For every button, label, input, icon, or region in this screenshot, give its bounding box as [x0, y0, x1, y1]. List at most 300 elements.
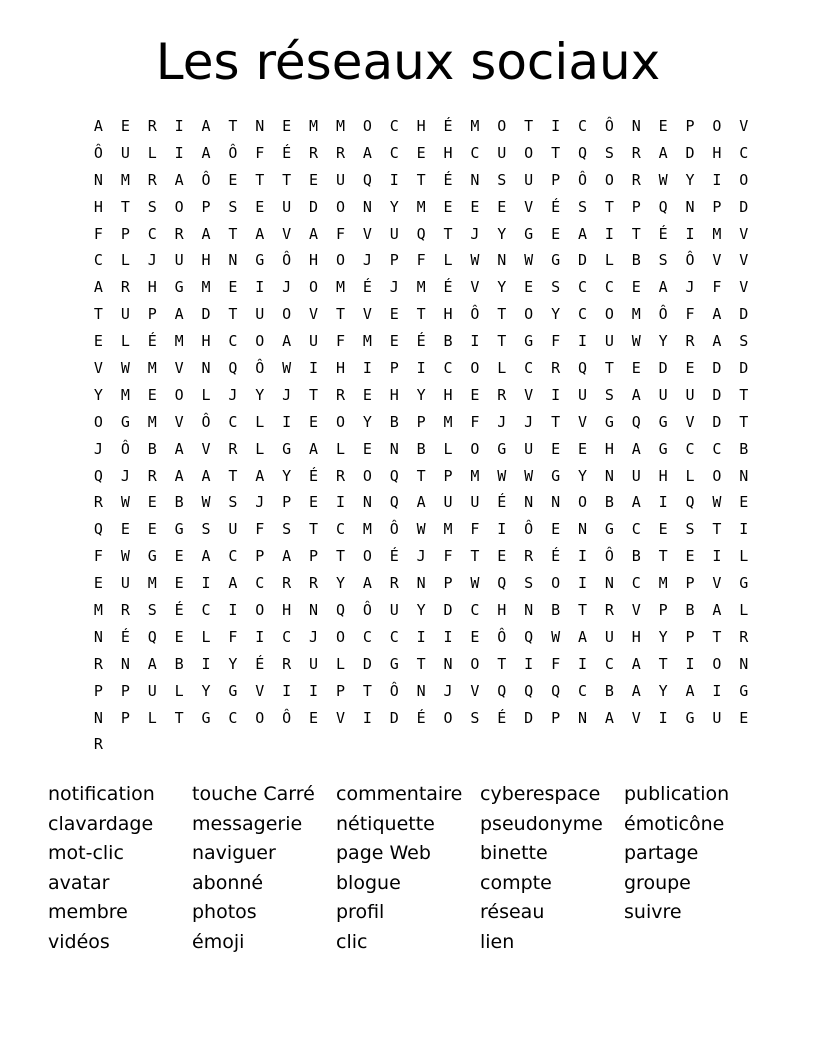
- grid-letter: A: [174, 439, 184, 458]
- grid-letter: I: [255, 278, 265, 297]
- grid-letter: A: [658, 278, 668, 297]
- grid-letter: H: [416, 116, 426, 135]
- grid-letter: E: [120, 116, 130, 135]
- grid-letter: Q: [551, 681, 561, 700]
- grid-letter: N: [416, 574, 426, 593]
- grid-letter: R: [309, 143, 319, 162]
- grid-letter: J: [497, 412, 507, 431]
- grid-letter: N: [524, 493, 534, 512]
- word-list-item: réseau: [480, 901, 545, 924]
- grid-letter: S: [497, 170, 507, 189]
- grid-letter: B: [739, 439, 749, 458]
- grid-letter: R: [335, 466, 345, 485]
- grid-letter: C: [604, 278, 614, 297]
- grid-letter: B: [551, 600, 561, 619]
- grid-letter: O: [255, 332, 265, 351]
- grid-letter: E: [362, 439, 372, 458]
- grid-letter: F: [335, 224, 345, 243]
- grid-letter: C: [577, 278, 587, 297]
- grid-letter: F: [93, 547, 103, 566]
- grid-letter: J: [416, 547, 426, 566]
- grid-letter: I: [362, 708, 372, 727]
- grid-letter: Y: [93, 385, 103, 404]
- grid-letter: P: [309, 547, 319, 566]
- grid-letter: Q: [147, 627, 157, 646]
- grid-letter: N: [416, 681, 426, 700]
- grid-letter: I: [282, 681, 292, 700]
- grid-letter: G: [604, 412, 614, 431]
- grid-letter: P: [255, 547, 265, 566]
- grid-letter: E: [174, 547, 184, 566]
- grid-letter: V: [739, 116, 749, 135]
- grid-letter: G: [174, 278, 184, 297]
- grid-letter: V: [93, 358, 103, 377]
- grid-letter: I: [497, 520, 507, 539]
- grid-letter: Ô: [577, 170, 587, 189]
- grid-letter: N: [443, 654, 453, 673]
- grid-letter: R: [120, 278, 130, 297]
- grid-letter: T: [228, 116, 238, 135]
- grid-letter: M: [147, 358, 157, 377]
- grid-letter: V: [174, 412, 184, 431]
- grid-letter: T: [497, 654, 507, 673]
- grid-letter: Y: [685, 170, 695, 189]
- grid-letter: E: [524, 278, 534, 297]
- grid-letter: T: [658, 654, 668, 673]
- grid-letter: F: [335, 332, 345, 351]
- word-list-item: abonné: [192, 871, 264, 894]
- grid-letter: C: [577, 681, 587, 700]
- grid-letter: Q: [497, 681, 507, 700]
- grid-letter: T: [712, 627, 722, 646]
- grid-letter: P: [685, 116, 695, 135]
- grid-letter: L: [739, 547, 749, 566]
- grid-letter: M: [443, 412, 453, 431]
- word-list-item: cyberespace: [480, 783, 601, 805]
- grid-letter: Q: [93, 466, 103, 485]
- grid-letter: T: [282, 170, 292, 189]
- grid-letter: T: [335, 305, 345, 324]
- grid-letter: Ô: [201, 412, 211, 431]
- grid-letter: C: [443, 358, 453, 377]
- grid-letter: T: [228, 305, 238, 324]
- grid-letter: C: [147, 224, 157, 243]
- grid-letter: N: [93, 708, 103, 727]
- grid-letter: Ô: [389, 520, 399, 539]
- grid-letter: J: [389, 278, 399, 297]
- grid-letter: U: [577, 385, 587, 404]
- word-list-item: mot-clic: [48, 842, 124, 865]
- grid-letter: J: [255, 493, 265, 512]
- grid-letter: D: [712, 385, 722, 404]
- grid-letter: V: [577, 412, 587, 431]
- grid-letter: L: [255, 412, 265, 431]
- grid-letter: I: [174, 116, 184, 135]
- grid-letter: O: [470, 358, 480, 377]
- grid-letter: U: [335, 170, 345, 189]
- grid-letter: Q: [658, 197, 668, 216]
- grid-letter: N: [604, 574, 614, 593]
- grid-letter: E: [739, 708, 749, 727]
- grid-letter: A: [201, 547, 211, 566]
- word-list-item: clic: [336, 930, 368, 953]
- grid-letter: R: [497, 385, 507, 404]
- grid-letter: Y: [389, 197, 399, 216]
- grid-letter: O: [551, 574, 561, 593]
- grid-letter: I: [577, 654, 587, 673]
- grid-letter: M: [631, 305, 641, 324]
- grid-letter: Q: [577, 358, 587, 377]
- grid-letter: E: [147, 520, 157, 539]
- grid-letter: O: [577, 493, 587, 512]
- grid-letter: C: [470, 600, 480, 619]
- grid-letter: R: [282, 574, 292, 593]
- grid-letter: A: [712, 600, 722, 619]
- grid-letter: J: [685, 278, 695, 297]
- grid-letter: H: [282, 600, 292, 619]
- grid-letter: I: [712, 547, 722, 566]
- grid-letter: P: [389, 251, 399, 270]
- grid-letter: Q: [93, 520, 103, 539]
- grid-letter: R: [93, 654, 103, 673]
- grid-letter: Ô: [362, 600, 372, 619]
- grid-letter: V: [174, 358, 184, 377]
- grid-letter: D: [577, 251, 587, 270]
- grid-letter: U: [712, 708, 722, 727]
- grid-letter: H: [201, 332, 211, 351]
- grid-letter: E: [389, 332, 399, 351]
- grid-letter: Q: [389, 493, 399, 512]
- grid-letter: Y: [497, 278, 507, 297]
- grid-letter: W: [120, 358, 130, 377]
- grid-letter: C: [335, 520, 345, 539]
- grid-letter: W: [470, 251, 480, 270]
- grid-letter: B: [443, 332, 453, 351]
- grid-letter: O: [335, 412, 345, 431]
- grid-letter: M: [335, 278, 345, 297]
- grid-letter: V: [335, 708, 345, 727]
- grid-letter: C: [362, 627, 372, 646]
- grid-letter: A: [282, 332, 292, 351]
- grid-letter: D: [524, 708, 534, 727]
- grid-letter: R: [228, 439, 238, 458]
- grid-letter: L: [604, 251, 614, 270]
- grid-letter: U: [470, 493, 480, 512]
- grid-letter: P: [631, 197, 641, 216]
- grid-letter: E: [416, 143, 426, 162]
- grid-letter: T: [524, 116, 534, 135]
- grid-letter: U: [228, 520, 238, 539]
- grid-letter: L: [335, 439, 345, 458]
- grid-letter: H: [335, 358, 345, 377]
- grid-letter: V: [685, 412, 695, 431]
- grid-letter: É: [362, 278, 372, 297]
- grid-letter: E: [309, 170, 319, 189]
- grid-letter: É: [416, 708, 426, 727]
- word-list-item: nétiquette: [336, 812, 435, 835]
- grid-letter: B: [604, 493, 614, 512]
- grid-letter: S: [739, 332, 749, 351]
- grid-letter: T: [416, 466, 426, 485]
- grid-letter: A: [255, 224, 265, 243]
- grid-letter: L: [174, 681, 184, 700]
- grid-letter: Ô: [282, 708, 292, 727]
- grid-letter: T: [93, 305, 103, 324]
- grid-letter: A: [631, 385, 641, 404]
- grid-letter: Y: [201, 681, 211, 700]
- grid-letter: A: [416, 493, 426, 512]
- grid-letter: Ô: [524, 520, 534, 539]
- grid-letter: L: [443, 251, 453, 270]
- grid-letter: O: [335, 197, 345, 216]
- grid-letter: I: [658, 493, 668, 512]
- grid-letter: S: [228, 493, 238, 512]
- grid-letter: F: [551, 332, 561, 351]
- grid-letter: T: [416, 170, 426, 189]
- grid-letter: O: [712, 654, 722, 673]
- grid-letter: N: [577, 708, 587, 727]
- grid-letter: Ô: [201, 170, 211, 189]
- grid-letter: T: [228, 466, 238, 485]
- grid-letter: D: [739, 197, 749, 216]
- grid-letter: J: [93, 439, 103, 458]
- grid-letter: W: [120, 547, 130, 566]
- grid-letter: U: [147, 681, 157, 700]
- grid-letter: M: [658, 574, 668, 593]
- grid-letter: F: [443, 547, 453, 566]
- grid-letter: A: [174, 305, 184, 324]
- grid-letter: C: [389, 143, 399, 162]
- grid-letter: F: [255, 143, 265, 162]
- word-list-item: blogue: [336, 871, 401, 894]
- grid-letter: O: [174, 385, 184, 404]
- grid-letter: Q: [228, 358, 238, 377]
- grid-letter: O: [362, 547, 372, 566]
- grid-letter: I: [604, 224, 614, 243]
- grid-letter: É: [551, 547, 561, 566]
- grid-letter: P: [712, 197, 722, 216]
- grid-letter: E: [147, 493, 157, 512]
- grid-letter: B: [389, 412, 399, 431]
- grid-letter: E: [470, 197, 480, 216]
- grid-letter: L: [685, 466, 695, 485]
- grid-letter: T: [712, 520, 722, 539]
- grid-letter: A: [255, 466, 265, 485]
- grid-letter: É: [443, 278, 453, 297]
- grid-letter: C: [282, 627, 292, 646]
- grid-letter: I: [712, 170, 722, 189]
- grid-letter: P: [93, 681, 103, 700]
- word-list-item: pseudonyme: [480, 812, 603, 835]
- grid-letter: É: [282, 143, 292, 162]
- grid-letter: I: [362, 358, 372, 377]
- grid-letter: E: [470, 627, 480, 646]
- grid-letter: U: [309, 654, 319, 673]
- grid-letter: C: [201, 600, 211, 619]
- grid-letter: Ô: [604, 547, 614, 566]
- grid-letter: N: [93, 627, 103, 646]
- grid-letter: Ô: [497, 627, 507, 646]
- grid-letter: A: [201, 224, 211, 243]
- grid-letter: R: [309, 574, 319, 593]
- grid-letter: I: [416, 358, 426, 377]
- grid-letter: B: [416, 439, 426, 458]
- grid-letter: D: [362, 654, 372, 673]
- grid-letter: M: [416, 278, 426, 297]
- grid-letter: U: [631, 466, 641, 485]
- grid-letter: J: [362, 251, 372, 270]
- grid-letter: A: [201, 116, 211, 135]
- grid-letter: P: [443, 574, 453, 593]
- grid-letter: R: [685, 332, 695, 351]
- grid-letter: É: [255, 654, 265, 673]
- grid-letter: J: [147, 251, 157, 270]
- grid-letter: H: [497, 600, 507, 619]
- grid-letter: I: [685, 224, 695, 243]
- grid-letter: E: [631, 278, 641, 297]
- grid-letter: E: [309, 708, 319, 727]
- grid-letter: Ô: [255, 358, 265, 377]
- grid-letter: A: [577, 627, 587, 646]
- grid-letter: W: [712, 493, 722, 512]
- grid-letter: G: [174, 520, 184, 539]
- grid-letter: V: [631, 600, 641, 619]
- grid-letter: T: [470, 547, 480, 566]
- grid-letter: A: [174, 170, 184, 189]
- grid-letter: A: [712, 332, 722, 351]
- grid-letter: E: [551, 224, 561, 243]
- grid-letter: U: [120, 305, 130, 324]
- grid-letter: P: [120, 224, 130, 243]
- grid-letter: N: [362, 197, 372, 216]
- grid-letter: G: [524, 224, 534, 243]
- grid-letter: I: [577, 574, 587, 593]
- grid-letter: J: [470, 224, 480, 243]
- grid-letter: Ô: [282, 251, 292, 270]
- grid-letter: M: [712, 224, 722, 243]
- grid-letter: P: [201, 197, 211, 216]
- grid-letter: E: [93, 332, 103, 351]
- grid-letter: C: [739, 143, 749, 162]
- grid-letter: O: [524, 305, 534, 324]
- grid-letter: A: [309, 439, 319, 458]
- grid-letter: E: [497, 547, 507, 566]
- grid-letter: C: [470, 143, 480, 162]
- word-list-item: page Web: [336, 842, 431, 865]
- grid-letter: U: [497, 143, 507, 162]
- grid-letter: E: [93, 574, 103, 593]
- grid-letter: É: [658, 224, 668, 243]
- grid-letter: N: [309, 600, 319, 619]
- grid-letter: N: [389, 439, 399, 458]
- word-list-item: émoji: [192, 930, 245, 953]
- grid-letter: N: [93, 170, 103, 189]
- grid-letter: G: [497, 439, 507, 458]
- grid-letter: T: [309, 385, 319, 404]
- grid-letter: N: [201, 358, 211, 377]
- grid-letter: S: [604, 385, 614, 404]
- grid-letter: W: [524, 466, 534, 485]
- grid-letter: P: [551, 708, 561, 727]
- grid-letter: O: [604, 170, 614, 189]
- grid-letter: E: [174, 627, 184, 646]
- grid-letter: A: [631, 681, 641, 700]
- grid-letter: E: [389, 305, 399, 324]
- grid-letter: G: [228, 681, 238, 700]
- grid-letter: S: [201, 520, 211, 539]
- word-list-item: compte: [480, 871, 552, 894]
- grid-letter: A: [577, 224, 587, 243]
- grid-letter: M: [147, 574, 157, 593]
- grid-letter: É: [389, 547, 399, 566]
- grid-letter: N: [524, 600, 534, 619]
- grid-letter: F: [685, 305, 695, 324]
- grid-letter: E: [443, 197, 453, 216]
- grid-letter: I: [228, 600, 238, 619]
- grid-letter: Y: [658, 332, 668, 351]
- grid-letter: É: [174, 600, 184, 619]
- grid-letter: C: [255, 574, 265, 593]
- grid-letter: E: [228, 278, 238, 297]
- grid-letter: A: [147, 654, 157, 673]
- grid-letter: R: [147, 116, 157, 135]
- grid-letter: D: [712, 358, 722, 377]
- grid-letter: T: [551, 412, 561, 431]
- grid-letter: L: [201, 627, 211, 646]
- grid-letter: S: [147, 600, 157, 619]
- grid-letter: I: [201, 654, 211, 673]
- grid-letter: E: [685, 547, 695, 566]
- grid-letter: S: [604, 143, 614, 162]
- grid-letter: A: [604, 708, 614, 727]
- grid-letter: S: [551, 278, 561, 297]
- grid-letter: M: [362, 332, 372, 351]
- grid-letter: G: [658, 439, 668, 458]
- grid-letter: Ô: [658, 305, 668, 324]
- grid-letter: I: [443, 627, 453, 646]
- grid-letter: D: [739, 305, 749, 324]
- grid-letter: O: [524, 143, 534, 162]
- grid-letter: U: [685, 385, 695, 404]
- grid-letter: Ô: [228, 143, 238, 162]
- grid-letter: D: [658, 358, 668, 377]
- grid-letter: D: [443, 600, 453, 619]
- grid-letter: I: [712, 681, 722, 700]
- grid-letter: T: [577, 600, 587, 619]
- grid-letter: M: [335, 116, 345, 135]
- grid-letter: U: [389, 600, 399, 619]
- grid-letter: V: [712, 574, 722, 593]
- grid-letter: I: [551, 116, 561, 135]
- grid-letter: D: [201, 305, 211, 324]
- grid-letter: V: [362, 305, 372, 324]
- grid-letter: S: [147, 197, 157, 216]
- grid-letter: E: [309, 493, 319, 512]
- grid-letter: H: [443, 305, 453, 324]
- grid-letter: F: [93, 224, 103, 243]
- grid-letter: E: [147, 385, 157, 404]
- grid-letter: I: [416, 627, 426, 646]
- grid-letter: G: [739, 681, 749, 700]
- grid-letter: M: [174, 332, 184, 351]
- grid-letter: V: [739, 251, 749, 270]
- grid-letter: A: [174, 466, 184, 485]
- grid-letter: L: [255, 439, 265, 458]
- grid-letter: F: [712, 278, 722, 297]
- grid-letter: I: [685, 654, 695, 673]
- grid-letter: E: [551, 439, 561, 458]
- grid-letter: B: [174, 493, 184, 512]
